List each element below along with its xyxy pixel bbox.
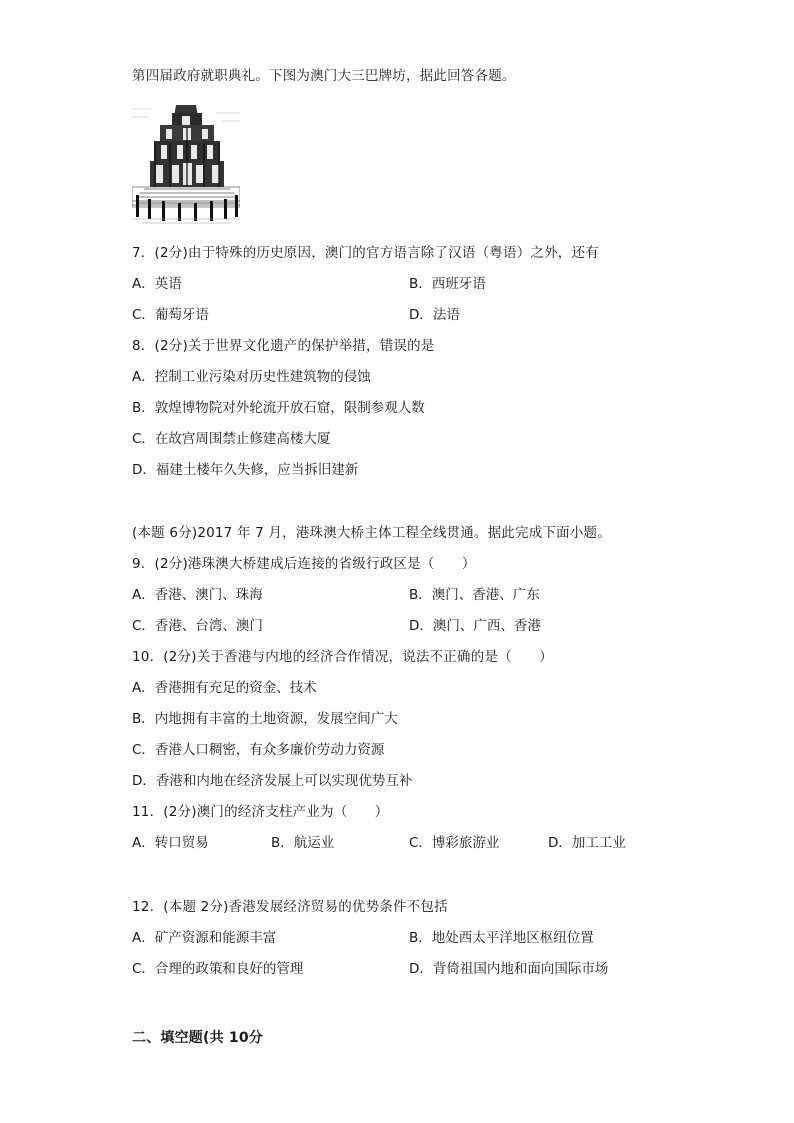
question-9-stem: 9．(2分)港珠澳大桥建成后连接的省级行政区是（ ）	[132, 556, 476, 572]
q8-option-b[interactable]: B．敦煌博物院对外轮流开放石窟，限制参观人数	[132, 400, 425, 416]
q9-option-c[interactable]: C．香港、台湾、澳门	[132, 618, 263, 634]
q10-option-d[interactable]: D．香港和内地在经济发展上可以实现优势互补	[132, 773, 413, 789]
question-10-stem: 10．(2分)关于香港与内地的经济合作情况，说法不正确的是（ ）	[132, 649, 553, 665]
question-8-stem: 8．(2分)关于世界文化遗产的保护举措，错误的是	[132, 338, 435, 354]
q7-option-a[interactable]: A．英语	[132, 276, 182, 292]
q12-option-a[interactable]: A．矿产资源和能源丰富	[132, 930, 277, 946]
q9-option-b[interactable]: B．澳门、香港、广东	[409, 587, 540, 603]
question-11-stem: 11．(2分)澳门的经济支柱产业为（ ）	[132, 804, 389, 820]
q11-option-a[interactable]: A．转口贸易	[132, 835, 209, 851]
q7-option-d[interactable]: D．法语	[409, 307, 460, 323]
q10-option-a[interactable]: A．香港拥有充足的资金、技术	[132, 680, 317, 696]
q7-option-b[interactable]: B．西班牙语	[409, 276, 486, 292]
intro-text: 第四届政府就职典礼。下图为澳门大三巴牌坊，据此回答各题。	[132, 68, 516, 84]
q12-option-d[interactable]: D．背倚祖国内地和面向国际市场	[409, 961, 609, 977]
q10-option-c[interactable]: C．香港人口稠密，有众多廉价劳动力资源	[132, 742, 385, 758]
q8-option-a[interactable]: A．控制工业污染对历史性建筑物的侵蚀	[132, 369, 371, 385]
q9-option-d[interactable]: D．澳门、广西、香港	[409, 618, 541, 634]
q11-option-d[interactable]: D．加工工业	[548, 835, 626, 851]
question-group-intro: (本题 6分)2017 年 7 月，港珠澳大桥主体工程全线贯通。据此完成下面小题。	[132, 525, 611, 541]
section-heading-fill-in: 二、填空题(共 10分	[132, 1030, 263, 1046]
q8-option-d[interactable]: D．福建土楼年久失修，应当拆旧建新	[132, 462, 359, 478]
q8-option-c[interactable]: C．在故宫周围禁止修建高楼大厦	[132, 431, 331, 447]
question-12-stem: 12．(本题 2分)香港发展经济贸易的优势条件不包括	[132, 899, 448, 915]
q12-option-c[interactable]: C．合理的政策和良好的管理	[132, 961, 304, 977]
q7-option-c[interactable]: C．葡萄牙语	[132, 307, 209, 323]
q10-option-b[interactable]: B．内地拥有丰富的土地资源，发展空间广大	[132, 711, 398, 727]
q12-option-b[interactable]: B．地处西太平洋地区枢纽位置	[409, 930, 594, 946]
q9-option-a[interactable]: A．香港、澳门、珠海	[132, 587, 263, 603]
q11-option-b[interactable]: B．航运业	[271, 835, 335, 851]
ruins-of-st-paul-illustration	[132, 103, 240, 227]
question-7-stem: 7．(2分)由于特殊的历史原因，澳门的官方语言除了汉语（粤语）之外，还有	[132, 245, 599, 261]
q11-option-c[interactable]: C．博彩旅游业	[409, 835, 500, 851]
